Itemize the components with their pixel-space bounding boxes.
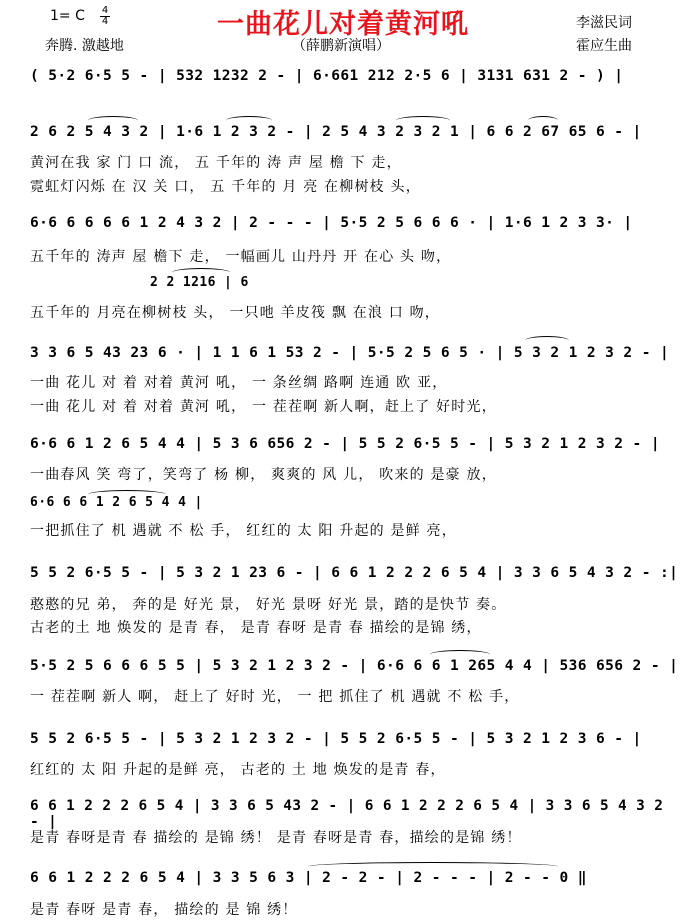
lyric-line-8a: 是青 春呀是青 春 描绘的 是锦 绣！ 是青 春呀是青 春，描绘的是锦 绣！ (30, 830, 522, 846)
time-signature-top: 4 (101, 5, 109, 16)
notation-line-7: 5 5 2 6·5 5 - | 5 3 2 1 2 3 2 - | 5 5 2 6·5 5 - | 5 3 2 1 2 3 6 - | (30, 731, 642, 747)
song-title: 一曲花儿对着黄河吼 (217, 9, 469, 40)
notation-line-6: 5·5 2 5 6 6 6 5 5 | 5 3 2 1 2 3 2 - | 6·6 6 6 1 265 4 4 | 536 656 2 - | (30, 658, 679, 674)
notation-line-9: 6 6 1 2 2 2 6 5 4 | 3 3 5 6 3 | 2 - 2 - | 2 - - - | 2 - - 0 ‖ (30, 870, 587, 886)
lyric-line-7a: 红红的 太 阳 升起的是鲜 亮， 古老的 土 地 焕发的是青 春， (30, 762, 446, 778)
notation-line-4-variant: 6·6 6 6 1 2 6 5 4 4 | (30, 495, 203, 510)
lyric-line-4b: 一把抓住了 机 遇就 不 松 手， 红红的 太 阳 升起的 是鲜 亮， (30, 523, 457, 539)
lyric-line-5a: 憨憨的兄 弟， 奔的是 好光 景， 好光 景呀 好光 景，踏的是快节 奏。 (30, 597, 507, 613)
lyric-line-9a: 是青 春呀 是青 春， 描绘的 是 锦 绣！ (30, 902, 298, 918)
slur-mark (528, 116, 558, 125)
composer-credit: 霍应生曲 (576, 38, 632, 54)
lyric-line-2b: 五千年的 月亮在柳树枝 头， 一只吔 羊皮筏 飘 在浪 口 吻， (30, 305, 441, 321)
tempo-marking: 奔腾. 激越地 (45, 38, 124, 54)
notation-line-intro: ( 5·2 6·5 5 - | 532 1232 2 - | 6·661 212 2·5 6 | 3131 631 2 - ) | (30, 68, 624, 84)
slur-mark (88, 116, 138, 125)
lyricist-credit: 李滋民词 (576, 15, 632, 31)
time-signature-bottom: 4 (101, 16, 109, 27)
slur-mark (308, 862, 558, 871)
slur-mark (430, 650, 490, 659)
lyric-line-1b: 霓虹灯闪烁 在 汉 关 口， 五 千年的 月 亮 在柳树枝 头， (30, 179, 421, 195)
key-signature: 1= C (50, 8, 85, 24)
notation-line-5: 5 5 2 6·5 5 - | 5 3 2 1 23 6 - | 6 6 1 2 2 2 6 5 4 | 3 3 6 5 4 3 2 - :| (30, 565, 679, 581)
performer-credit: （薛鹏新演唱） (292, 38, 390, 54)
lyric-line-2a: 五千年的 涛声 屋 檐下 走， 一幅画儿 山丹丹 开 在心 头 吻， (30, 249, 452, 265)
lyric-line-1a: 黄河在我 家 门 口 流， 五 千年的 涛 声 屋 檐 下 走， (30, 155, 402, 171)
notation-line-1: 2 6 2 5 4 3 2 | 1·6 1 2 3 2 - | 2 5 4 3 2 3 2 1 | 6 6 2 67 65 6 - | (30, 124, 642, 140)
notation-line-2: 6·6 6 6 6 6 1 2 4 3 2 | 2 - - - | 5·5 2 5 6 6 6 · | 1·6 1 2 3 3· | (30, 215, 633, 231)
lyric-line-3a: 一曲 花儿 对 着 对着 黄河 吼， 一 条丝绸 路啊 连通 欧 亚， (30, 375, 448, 391)
notation-line-8: 6 6 1 2 2 2 6 5 4 | 3 3 6 5 43 2 - | 6 6 1 2 2 2 6 5 4 | 3 3 6 5 4 3 2 - | (30, 798, 664, 830)
lyric-line-5b: 古老的土 地 焕发的 是青 春， 是青 春呀 是青 春 描绘的是锦 绣， (30, 620, 482, 636)
notation-line-4: 6·6 6 1 2 6 5 4 4 | 5 3 6 656 2 - | 5 5 2 6·5 5 - | 5 3 2 1 2 3 2 - | (30, 436, 660, 452)
slur-mark (226, 116, 272, 125)
notation-line-3: 3 3 6 5 43 23 6 · | 1 1 6 1 53 2 - | 5·5 2 5 6 5 · | 5 3 2 1 2 3 2 - | (30, 345, 670, 361)
slur-mark (88, 490, 166, 499)
slur-mark (396, 116, 450, 125)
notation-line-2-variant: 2 2 1216 | 6 (150, 275, 249, 290)
lyric-line-3b: 一曲 花儿 对 着 对着 黄河 吼， 一 茬茬啊 新人啊，赶上了 好时光， (30, 399, 497, 415)
time-signature (100, 6, 110, 27)
slur-mark (525, 336, 569, 345)
lyric-line-4a: 一曲春风 笑 弯了，笑弯了 杨 柳， 爽爽的 风 儿， 吹来的 是豪 放， (30, 467, 497, 483)
slur-mark (172, 268, 230, 277)
lyric-line-6a: 一 茬茬啊 新人 啊， 赶上了 好时 光， 一 把 抓住了 机 遇就 不 松 手， (30, 689, 520, 705)
